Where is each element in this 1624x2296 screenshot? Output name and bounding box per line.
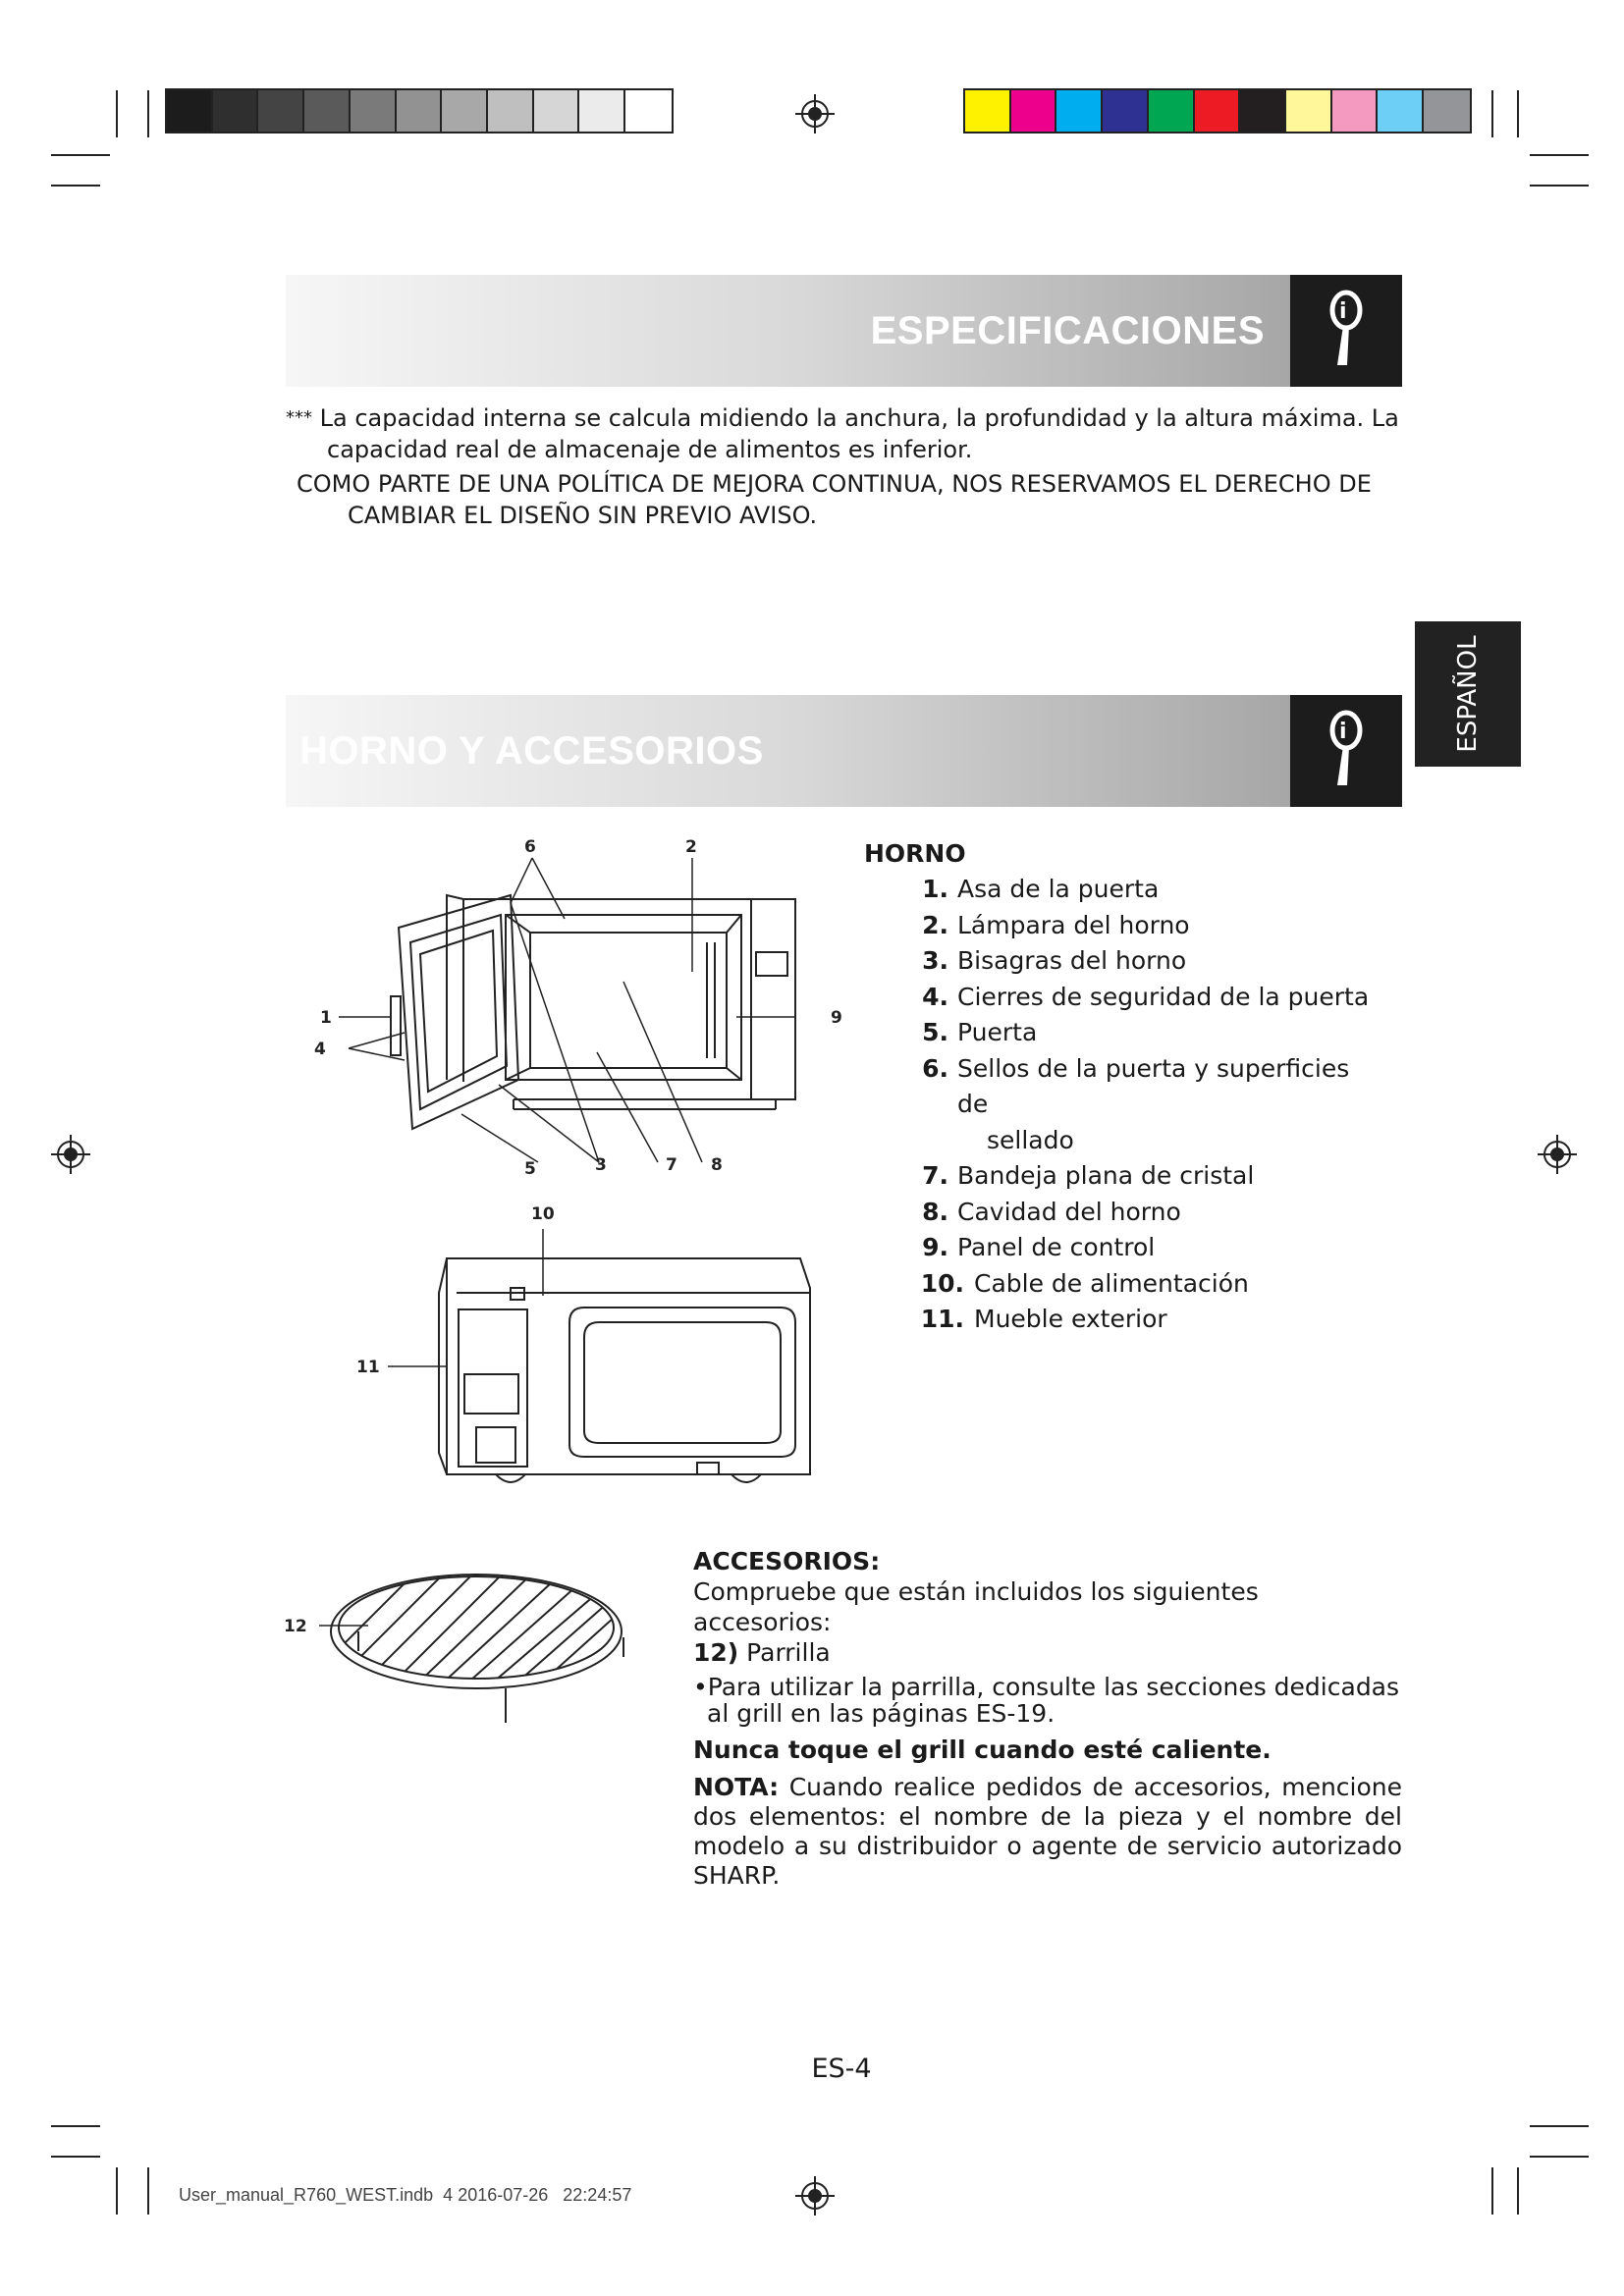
list-item: 2. Lámpara del horno	[922, 910, 1190, 939]
oven-parts-list	[864, 836, 1375, 1338]
accessories-note: NOTA: Cuando realice pedidos de accesorios, mencione dos elementos: el nombre de la pieza y el nombre del modelo a su distribuidor o agente de servicio autorizado SHARP.	[693, 1773, 1403, 1890]
callout-2: 2	[685, 837, 697, 857]
color-swatch	[1424, 90, 1470, 132]
callout-9: 9	[831, 1008, 842, 1028]
list-item: 8. Cavidad del horno	[922, 1197, 1181, 1226]
grill-warning: Nunca toque el grill cuando esté caliente.	[693, 1735, 1272, 1764]
list-item: 6. Sellos de la puerta y superficies de sellado	[922, 1053, 1350, 1154]
color-swatch	[965, 90, 1011, 132]
list-item: 7. Bandeja plana de cristal	[922, 1161, 1255, 1190]
info-box	[1290, 275, 1402, 387]
oven-accessories-header	[286, 695, 1402, 807]
list-item: 11. Mueble exterior	[920, 1305, 1167, 1333]
oven-front-diagram	[304, 834, 854, 1178]
color-swatch	[1195, 90, 1241, 132]
list-item: 9. Panel de control	[922, 1233, 1156, 1261]
color-calibration-bar	[963, 88, 1472, 133]
accessories-intro: Compruebe que están incluidos los siguientes accesorios:	[693, 1577, 1259, 1636]
registration-mark-icon	[1536, 1133, 1579, 1176]
callout-3: 3	[595, 1155, 607, 1175]
color-swatch	[213, 90, 259, 132]
color-swatch	[1103, 90, 1149, 132]
list-item: 3. Bisagras del horno	[922, 946, 1187, 975]
rack-diagram	[280, 1561, 653, 1737]
info-box	[1290, 695, 1402, 807]
info-icon	[1290, 695, 1402, 807]
svg-text:i: i	[1339, 720, 1347, 744]
accessories-section	[693, 1546, 1402, 1891]
language-tab-label: ESPAÑOL	[1453, 635, 1483, 753]
color-swatch	[1332, 90, 1379, 132]
callout-1: 1	[320, 1008, 332, 1028]
callout-11: 11	[356, 1358, 380, 1377]
registration-mark-icon	[49, 1133, 92, 1176]
color-swatch	[442, 90, 488, 132]
color-swatch	[1056, 90, 1103, 132]
language-tab	[1415, 621, 1521, 767]
accessories-heading: ACCESORIOS:	[693, 1547, 881, 1575]
callout-12: 12	[284, 1617, 307, 1636]
callout-7: 7	[666, 1155, 677, 1175]
info-icon	[1290, 275, 1402, 387]
color-swatch	[579, 90, 625, 132]
color-swatch	[488, 90, 534, 132]
list-item: 5. Puerta	[922, 1018, 1038, 1046]
accessory-usage: •Para utilizar la parrilla, consulte las secciones dedicadas al grill en las páginas ES-19.	[693, 1673, 1400, 1728]
specifications-title: ESPECIFICACIONES	[870, 309, 1265, 352]
capacity-note: *** La capacidad interna se calcula midiendo la anchura, la profundidad y la altura máxima. La capacidad real de almacenaje de alimentos es inferior.	[286, 404, 1399, 463]
page-number: ES-4	[811, 2054, 872, 2084]
callout-10: 10	[531, 1204, 555, 1224]
color-swatch	[258, 90, 304, 132]
oven-accessories-title: HORNO Y ACCESORIOS	[299, 729, 764, 773]
print-info: User_manual_R760_WEST.indb 4 2016-07-26 22:24:57	[179, 2185, 632, 2205]
color-swatch	[1011, 90, 1057, 132]
color-swatch	[351, 90, 397, 132]
list-item: 10. Cable de alimentación	[920, 1268, 1249, 1298]
list-item: 4. Cierres de seguridad de la puerta	[922, 982, 1370, 1011]
callout-5: 5	[524, 1159, 536, 1178]
color-swatch	[304, 90, 351, 132]
registration-mark-icon	[793, 92, 837, 135]
specifications-header	[286, 275, 1402, 387]
svg-text:i: i	[1339, 299, 1347, 324]
color-swatch	[534, 90, 580, 132]
callout-8: 8	[711, 1155, 723, 1175]
callout-4: 4	[314, 1040, 326, 1059]
color-swatch	[1149, 90, 1195, 132]
note-marker: ***	[286, 407, 312, 428]
color-swatch	[1286, 90, 1332, 132]
accessory-item: 12) Parrilla	[693, 1638, 831, 1667]
design-policy-note: COMO PARTE DE UNA POLÍTICA DE MEJORA CONTINUA, NOS RESERVAMOS EL DERECHO DE CAMBIAR EL DISEÑO SIN PREVIO AVISO.	[297, 470, 1372, 529]
list-item: 1. Asa de la puerta	[922, 875, 1160, 903]
color-swatch	[397, 90, 443, 132]
color-swatch	[1378, 90, 1424, 132]
registration-mark-icon	[793, 2174, 837, 2217]
color-swatch	[625, 90, 672, 132]
horno-heading: HORNO	[864, 839, 966, 868]
color-swatch	[167, 90, 213, 132]
oven-back-diagram	[349, 1200, 820, 1504]
callout-6: 6	[524, 837, 536, 857]
color-swatch	[1240, 90, 1286, 132]
grayscale-calibration-bar	[165, 88, 674, 133]
